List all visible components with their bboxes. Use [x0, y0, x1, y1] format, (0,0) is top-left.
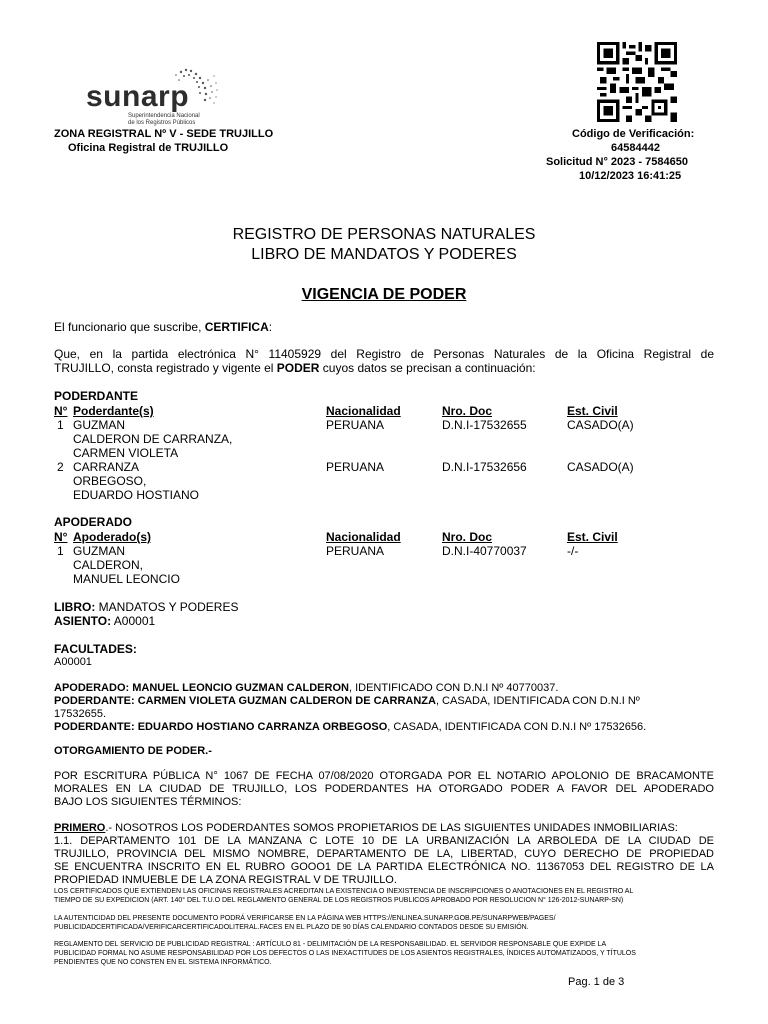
poderdante-row-1-l2: CALDERON DE CARRANZA,	[73, 432, 233, 446]
apoderado-h-doc: Nro. Doc	[442, 530, 493, 544]
qr-code-icon	[597, 42, 677, 127]
apoderado-h-n: N°	[54, 530, 68, 544]
apoderado-row-1-doc: D.N.I-40770037	[442, 544, 527, 558]
footer-legal-1b: TIEMPO DE SU EXPEDICION (ART. 140° DEL T.U.O DEL REGLAMENTO GENERAL DE LOS REGISTROS PUBLICOS APROBADO POR RESOLUCION N° 126-2012-SUNARP-SN)	[54, 897, 624, 904]
apoderado-row-1-nac: PERUANA	[326, 544, 385, 558]
title-registro: REGISTRO DE PERSONAS NATURALES	[232, 226, 536, 243]
poderdante-row-1-l3: CARMEN VIOLETA	[73, 446, 179, 460]
footer-legal-3c: PENDIENTES QUE NO CONSTEN EN EL SISTEMA INFORMÁTICO.	[54, 959, 272, 966]
footer-legal-2a: LA AUTENTICIDAD DEL PRESENTE DOCUMENTO PODRÁ VERIFICARSE EN LA PÁGINA WEB HTTPS://ENLINEA.SUNARP.GOB.PE/SUNARPWEB/PAGES/	[54, 915, 556, 922]
escritura-line-3: BAJO LOS SIGUIENTES TÉRMINOS:	[54, 796, 242, 808]
title-vigencia: VIGENCIA DE PODER	[301, 286, 467, 303]
poderdante-h-civ: Est. Civil	[567, 404, 618, 418]
libro-value: MANDATOS Y PODERES	[95, 600, 239, 614]
poderdante-row-1-civ: CASADO(A)	[567, 418, 634, 432]
facultad-poderdante-1-id: , CASADA, IDENTIFICADA CON D.N.I Nº	[435, 695, 640, 707]
primero-line-5: PROPIEDAD INMUEBLE DE LA ZONA REGISTRAL V DE TRUJILLO.	[54, 874, 397, 886]
facultad-poderdante-2	[54, 721, 646, 733]
logo-wordmark: sunarp	[86, 80, 190, 113]
intro-paragraph-line1: Que, en la partida electrónica N° 11405929 del Registro de Personas Naturales de la Oficina Registral de	[54, 347, 714, 361]
logo-subtitle-2: de los Registros Públicos	[128, 120, 196, 126]
intro-p2-poder: PODER	[276, 361, 320, 375]
poderdante-row-2-l2: ORBEGOSO,	[73, 474, 147, 488]
footer-legal-2b: PUBLICIDADCERTIFICADA/VERIFICARCERTIFICADOLITERAL.FACES EN EL PLAZO DE 90 DÍAS CALENDARIO CONTADOS DESDE SU EMISIÓN.	[54, 924, 529, 931]
facultad-poderdante-2-name: PODERDANTE: EDUARDO HOSTIANO CARRANZA ORBEGOSO	[54, 721, 388, 733]
poderdante-section: PODERDANTE	[54, 389, 139, 403]
otorgamiento-heading: OTORGAMIENTO DE PODER.-	[54, 745, 212, 757]
apoderado-section: APODERADO	[54, 515, 133, 529]
intro-p2-a: TRUJILLO, consta registrado y vigente el	[54, 361, 277, 375]
asiento-value: A00001	[111, 614, 156, 628]
escritura-line-2: MORALES EN LA CIUDAD DE TRUJILLO, LOS PODERDANTES HA OTORGADO PODER A FAVOR DEL APODERADO	[54, 783, 714, 795]
certifica-line	[54, 320, 272, 334]
facultad-poderdante-2-id: , CASADA, IDENTIFICADA CON D.N.I Nº 17532656.	[387, 721, 647, 733]
facultad-poderdante-1-dni: 17532655.	[54, 708, 106, 720]
poderdante-row-1-n: 1	[57, 418, 64, 432]
footer-legal-2	[54, 914, 724, 932]
certifica-word: CERTIFICA	[204, 320, 269, 334]
libro-label: LIBRO:	[54, 600, 96, 614]
primero-line-1	[54, 822, 714, 834]
footer-legal-3	[54, 940, 724, 967]
facultad-poderdante-1	[54, 695, 714, 707]
primero-line-2: 1.1. DEPARTAMENTO 101 DE LA MANZANA C LOTE 10 DE LA URBANIZACIÓN LA ARBOLEDA DE LA CIUDAD DE	[54, 835, 714, 847]
zona-registral: ZONA REGISTRAL Nº V - SEDE TRUJILLO	[54, 128, 274, 140]
asiento-line	[54, 614, 155, 628]
solicitud: Solicitud N° 2023 - 7584650	[546, 156, 688, 168]
apoderado-h-nac: Nacionalidad	[326, 530, 401, 544]
certifica-pre: El funcionario que suscribe,	[54, 320, 205, 334]
apoderado-row-1-l1: GUZMAN	[73, 544, 125, 558]
poderdante-h-doc: Nro. Doc	[442, 404, 493, 418]
facultad-apoderado-name: APODERADO: MANUEL LEONCIO GUZMAN CALDERON	[54, 682, 349, 694]
title-libro: LIBRO DE MANDATOS Y PODERES	[251, 246, 517, 263]
poderdante-row-2-nac: PERUANA	[326, 460, 385, 474]
poderdante-row-2-doc: D.N.I-17532656	[442, 460, 527, 474]
facultad-apoderado	[54, 682, 558, 694]
footer-legal-3b: PUBLICIDAD FORMAL NO ASUME RESPONSABILIDAD POR LOS DEFECTOS O LAS INEXACTITUDES DE LOS ASIENTOS REGISTRALES, ÍNDICES AUTOMATIZADOS, Y TÍTULOS	[54, 950, 636, 957]
apoderado-row-1-n: 1	[57, 544, 64, 558]
primero-text: .- NOSOTROS LOS PODERDANTES SOMOS PROPIETARIOS DE LAS SIGUIENTES UNIDADES INMOBILIARIAS:	[105, 822, 678, 834]
footer-legal-1	[54, 887, 724, 905]
asiento-label: ASIENTO:	[54, 614, 112, 628]
poderdante-h-name: Poderdante(s)	[73, 404, 154, 418]
primero-line-3: TRUJILLO, PROVINCIA DEL MISMO NOMBRE, DEPARTAMENTO DE LA, LIBERTAD, CUYO DERECHO DE PROPIEDAD	[54, 848, 714, 860]
sunarp-logo	[86, 66, 236, 130]
intro-p2-c: cuyos datos se precisan a continuación:	[319, 361, 536, 375]
footer-legal-3a: REGLAMENTO DEL SERVICIO DE PUBLICIDAD REGISTRAL : ARTÍCULO 81 - DELIMITACIÓN DE LA RESPONSABILIDAD. EL SERVIDOR RESPONSABLE QUE EXPIDE LA	[54, 941, 607, 948]
certifica-colon: :	[268, 320, 273, 334]
apoderado-h-name: Apoderado(s)	[73, 530, 151, 544]
fecha-emision: 10/12/2023 16:41:25	[579, 170, 682, 182]
apoderado-row-1-civ: -/-	[567, 544, 579, 558]
primero-line-4: SE ENCUENTRA INSCRITO EN EL RUBRO GOOO1 DE LA PARTIDA ELECTRÓNICA NO. 11367053 DEL REGISTRO DE LA	[54, 861, 714, 873]
poderdante-row-1-nac: PERUANA	[326, 418, 385, 432]
intro-paragraph-line2	[54, 361, 536, 375]
oficina-registral: Oficina Registral de TRUJILLO	[68, 142, 229, 154]
poderdante-h-nac: Nacionalidad	[326, 404, 401, 418]
primero-label: PRIMERO	[54, 822, 106, 834]
facultad-apoderado-id: , IDENTIFICADO CON D.N.I Nº 40770037.	[348, 682, 559, 694]
poderdante-row-2-n: 2	[57, 460, 64, 474]
codigo-value: 64584442	[611, 142, 660, 154]
facultad-poderdante-1-name: PODERDANTE: CARMEN VIOLETA GUZMAN CALDERON DE CARRANZA	[54, 695, 436, 707]
poderdante-row-2-l1: CARRANZA	[73, 460, 140, 474]
facultades-value: A00001	[54, 656, 92, 668]
logo-subtitle-1: Superintendencia Nacional	[128, 113, 200, 119]
poderdante-row-1-doc: D.N.I-17532655	[442, 418, 527, 432]
facultades-label: FACULTADES:	[54, 642, 137, 656]
poderdante-h-n: N°	[54, 404, 68, 418]
libro-line	[54, 600, 238, 614]
apoderado-row-1-l2: CALDERON,	[73, 558, 144, 572]
poderdante-row-1-l1: GUZMAN	[73, 418, 125, 432]
escritura-line-1: POR ESCRITURA PÚBLICA N° 1067 DE FECHA 07/08/2020 OTORGADA POR EL NOTARIO APOLONIO DE BRACAMONTE	[54, 770, 714, 782]
page-number: Pag. 1 de 3	[568, 976, 625, 988]
footer-legal-1a: LOS CERTIFICADOS QUE EXTIENDEN LAS OFICINAS REGISTRALES ACREDITAN LA EXISTENCIA O INEXISTENCIA DE INSCRIPCIONES O ANOTACIONES EN EL REGISTRO AL	[54, 888, 634, 895]
poderdante-row-2-l3: EDUARDO HOSTIANO	[73, 488, 200, 502]
apoderado-h-civ: Est. Civil	[567, 530, 618, 544]
apoderado-row-1-l3: MANUEL LEONCIO	[73, 572, 180, 586]
poderdante-row-2-civ: CASADO(A)	[567, 460, 634, 474]
codigo-label: Código de Verificación:	[572, 128, 695, 140]
